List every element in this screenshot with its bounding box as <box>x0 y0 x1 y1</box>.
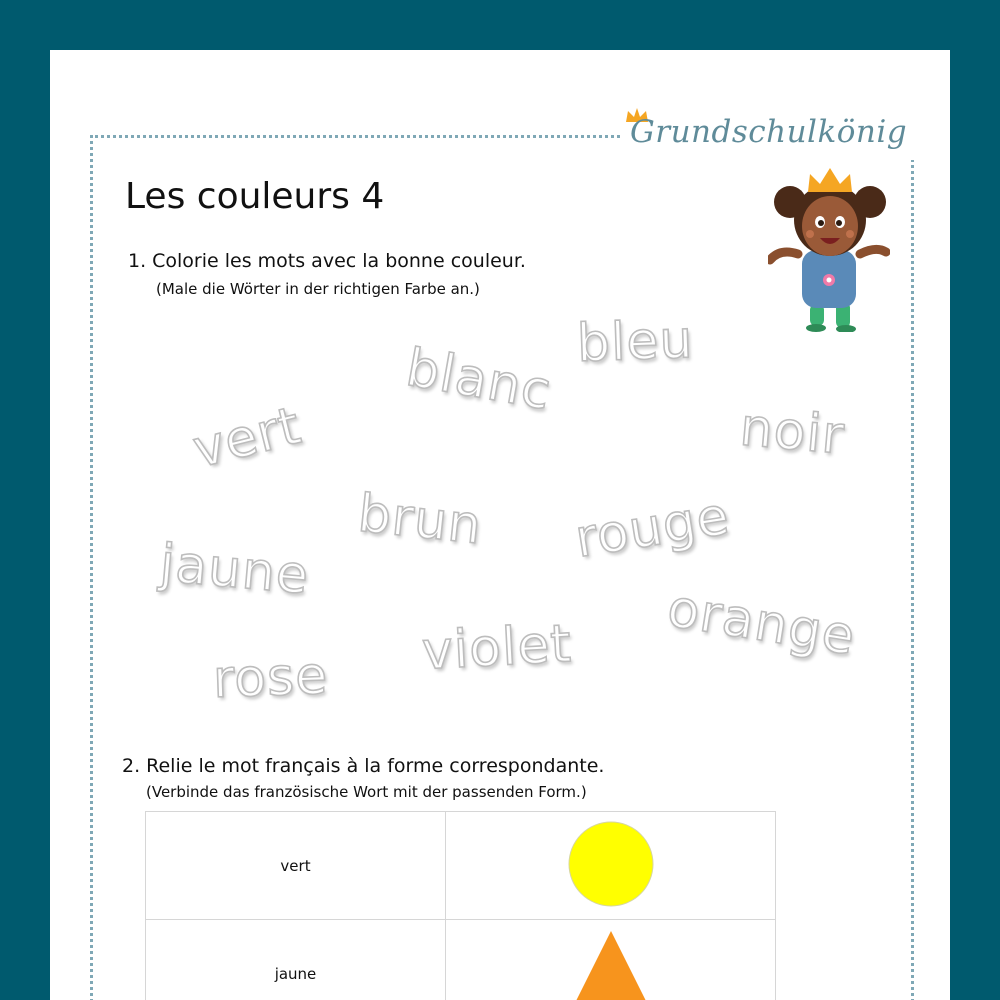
matching-table <box>145 811 776 1000</box>
color-word-blanc[interactable]: blanc <box>401 337 556 423</box>
color-word-rouge[interactable]: rouge <box>571 486 734 570</box>
worksheet-page <box>50 50 950 1000</box>
word-cell[interactable]: vert <box>146 812 446 920</box>
color-word-violet[interactable]: violet <box>420 614 574 682</box>
task-1-text: Colorie les mots avec la bonne couleur. <box>152 250 526 272</box>
color-word-rose[interactable]: rose <box>211 646 330 710</box>
task-2-text: Relie le mot français à la forme correspondante. <box>146 755 605 777</box>
circle-shape-icon <box>566 819 656 909</box>
task-2-subtitle: (Verbinde das französische Wort mit der passenden Form.) <box>146 783 587 801</box>
table-row <box>146 920 776 1000</box>
task-2-instruction <box>122 755 604 777</box>
color-word-vert[interactable]: vert <box>187 395 308 481</box>
triangle-shape-icon <box>566 927 656 1000</box>
task-2-number: 2. <box>122 755 141 777</box>
task-1-number: 1. <box>128 250 147 272</box>
color-word-bleu[interactable]: bleu <box>575 309 695 375</box>
brand-logo: Grundschulkönig <box>630 114 908 150</box>
girl-mascot-icon <box>768 162 890 332</box>
color-word-jaune[interactable]: jaune <box>157 533 312 607</box>
task-1-instruction <box>128 250 526 272</box>
word-cell[interactable]: jaune <box>146 920 446 1000</box>
page-title: Les couleurs 4 <box>125 176 385 217</box>
shape-cell[interactable] <box>446 812 776 920</box>
shape-cell[interactable] <box>446 920 776 1000</box>
table-row <box>146 812 776 920</box>
color-word-orange[interactable]: orange <box>663 578 860 668</box>
color-word-brun[interactable]: brun <box>355 483 486 557</box>
task-1-subtitle: (Male die Wörter in der richtigen Farbe an.) <box>156 280 480 298</box>
color-word-noir[interactable]: noir <box>737 397 848 467</box>
